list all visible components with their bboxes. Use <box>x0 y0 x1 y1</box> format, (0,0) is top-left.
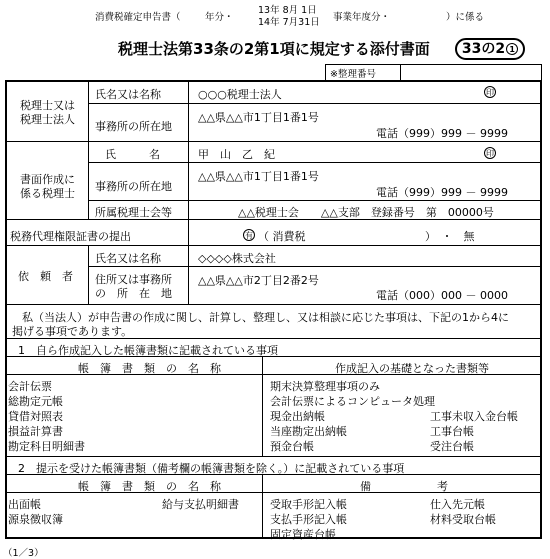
section1-right-item: 当座勘定出納帳 <box>270 425 347 438</box>
preparer-label-2: 係る税理士 <box>20 187 75 200</box>
form-line-prefix: 消費税確定申告書（ <box>95 12 181 23</box>
client-address-label-2: の 所 在 地 <box>95 287 172 300</box>
divider <box>88 162 542 163</box>
divider <box>188 245 189 304</box>
section2-heading: 2 提示を受けた帳簿書類（備考欄の帳簿書類を除く。）に記載されている事項 <box>18 462 405 475</box>
period-to: 14年 7月31日 <box>258 17 320 28</box>
client-name-label: 氏名又は名称 <box>95 252 161 265</box>
seal-stamp: 印 <box>486 149 494 158</box>
section1-right-item-2: 工事未収入金台帳 <box>430 410 518 423</box>
badge-circle: 1 <box>506 43 518 55</box>
section1-left-item: 勘定科目明細書 <box>8 440 85 453</box>
section1-col-left-header: 帳 簿 書 類 の 名 称 <box>78 362 221 375</box>
section1-left-item: 会計伝票 <box>8 380 52 393</box>
divider <box>88 103 542 104</box>
assoc-value: △△税理士会 △△支部 登録番号 第 00000号 <box>238 206 494 219</box>
proxy-value-end: ） ・ 無 <box>425 230 475 243</box>
preparer-label-1: 書面作成に <box>20 173 75 186</box>
divider <box>5 141 542 142</box>
proxy-circle: 有 <box>245 231 253 240</box>
page-number: （1／3） <box>3 548 44 559</box>
form-line-suffix: 事業年度分・ <box>333 12 391 23</box>
section2-left-item: 源泉徴収簿 <box>8 513 63 526</box>
section1-left-item: 損益計算書 <box>8 425 63 438</box>
preparer-address-label: 事務所の所在地 <box>95 180 172 193</box>
section2-col-left-header: 帳 簿 書 類 の 名 称 <box>78 480 221 493</box>
divider <box>5 474 542 475</box>
form-line-nen: 年分・ <box>205 12 234 23</box>
section2-left-item: 出面帳 <box>8 498 41 511</box>
section2-left-item-2: 給与支払明細書 <box>162 498 239 511</box>
section2-right-item: 固定資産台帳 <box>270 528 336 541</box>
section1-right-item: 現金出納帳 <box>270 410 325 423</box>
divider <box>88 80 89 219</box>
divider <box>188 80 189 219</box>
section2-right-item-2: 仕入先元帳 <box>430 498 485 511</box>
assoc-label: 所属税理士会等 <box>95 206 172 219</box>
preparer-name-value: 甲 山 乙 紀 <box>198 148 275 161</box>
badge-main: 33の2 <box>461 41 506 57</box>
ta-name-value: ○○○税理士法人 <box>198 88 282 101</box>
divider <box>5 356 542 357</box>
section1-right-item: 会計伝票によるコンピュータ処理 <box>270 395 435 408</box>
divider <box>5 304 542 305</box>
divider <box>262 356 263 456</box>
proxy-value: （ 消費税 <box>258 230 306 243</box>
section1-right-item-2: 受注台帳 <box>430 440 474 453</box>
divider <box>5 456 542 457</box>
statement-line-2: 掲げる事項であります。 <box>12 325 133 338</box>
period-from: 13年 8月 1日 <box>258 5 317 16</box>
tax-accountant-label-2: 税理士法人 <box>20 113 75 126</box>
client-label: 依 頼 者 <box>18 270 73 283</box>
client-name-value: ◇◇◇◇株式会社 <box>198 252 276 265</box>
ref-number-label: ※整理番号 <box>330 69 376 80</box>
divider <box>88 245 89 304</box>
section1-left-item: 総勘定元帳 <box>8 395 63 408</box>
section1-right-item: 預金台帳 <box>270 440 314 453</box>
section1-right-item: 期末決算整理事項のみ <box>270 380 380 393</box>
client-address-label-1: 住所又は事務所 <box>95 273 172 286</box>
ta-address-value: △△県△△市1丁目1番1号 <box>198 111 319 124</box>
divider <box>88 200 542 201</box>
proxy-label: 税務代理権限証書の提出 <box>10 230 131 243</box>
divider <box>400 64 401 81</box>
section1-right-item-2: 工事台帳 <box>430 425 474 438</box>
page-title: 税理士法第33条の2第1項に規定する添付書面 <box>118 40 430 58</box>
divider <box>88 266 542 267</box>
divider <box>5 219 542 220</box>
section1-col-right-header: 作成記入の基礎となった書類等 <box>335 362 489 375</box>
section1-heading: 1 自ら作成記入した帳簿書類に記載されている事項 <box>18 344 278 357</box>
preparer-phone: 電話（999）999 － 9999 <box>376 186 508 199</box>
divider <box>262 474 263 539</box>
client-address-value: △△県△△市2丁目2番2号 <box>198 274 319 287</box>
section2-right-item-2: 材料受取台帳 <box>430 513 496 526</box>
section1-left-item: 貸借対照表 <box>8 410 63 423</box>
ta-phone: 電話（999）999 － 9999 <box>376 127 508 140</box>
section2-right-item: 受取手形記入帳 <box>270 498 347 511</box>
preparer-name-label: 氏 名 <box>105 148 160 161</box>
statement-line-1: 私（当法人）が申告書の作成に関し、計算し、整理し、又は相談に応じた事項は、下記の1から4に <box>22 311 509 324</box>
section2-right-item: 支払手形記入帳 <box>270 513 347 526</box>
seal-stamp: 印 <box>486 88 494 97</box>
divider <box>5 374 542 375</box>
divider <box>188 219 189 245</box>
ta-address-label: 事務所の所在地 <box>95 120 172 133</box>
form-number-badge <box>455 38 525 60</box>
tax-accountant-label-1: 税理士又は <box>20 99 75 112</box>
divider <box>5 492 542 493</box>
divider <box>5 245 542 246</box>
preparer-address-value: △△県△△市1丁目1番1号 <box>198 170 319 183</box>
ta-name-label: 氏名又は名称 <box>95 88 161 101</box>
section2-col-right-header: 備 考 <box>360 480 448 493</box>
form-line-end: ）に係る <box>446 12 485 23</box>
client-phone: 電話（000）000 － 0000 <box>376 289 508 302</box>
divider <box>5 338 542 339</box>
